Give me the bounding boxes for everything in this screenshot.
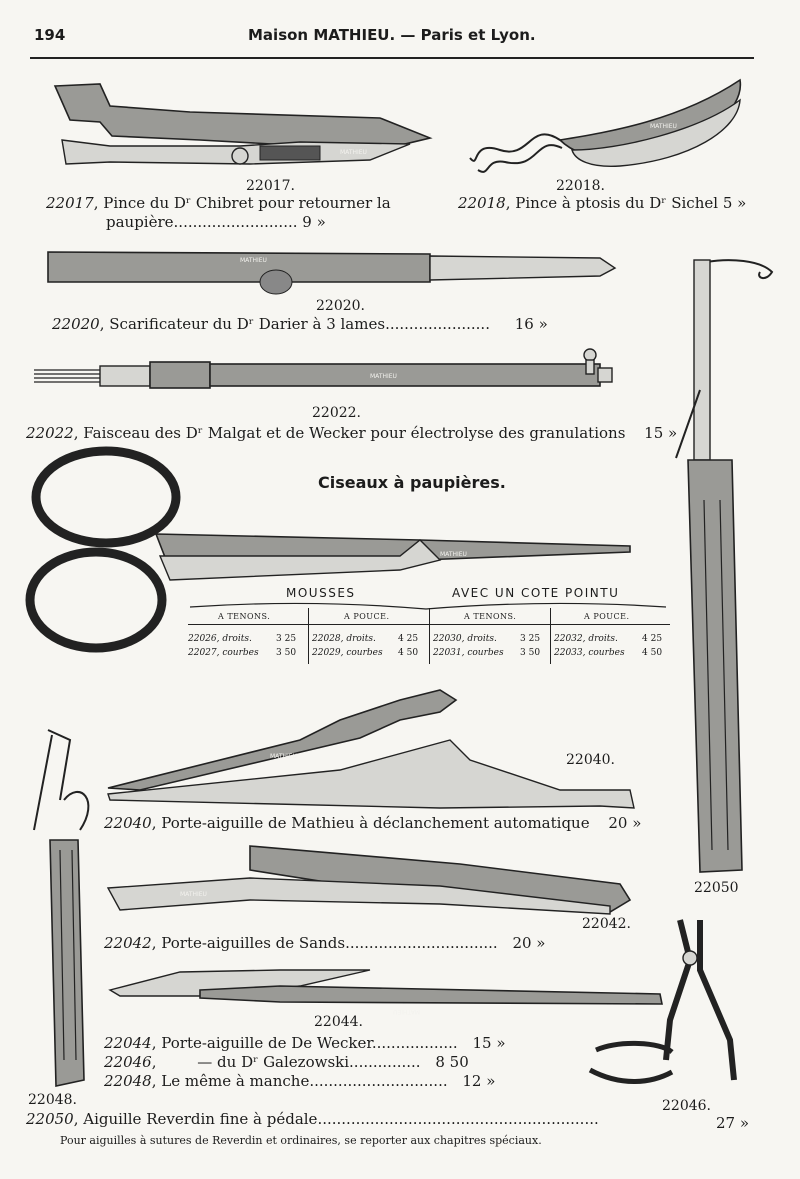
cell-item: 22027, courbes xyxy=(188,648,259,658)
figure-label-22040: 22040. xyxy=(566,752,615,768)
catalog-item-22050: 22050, Aiguille Reverdin fine à pédale........................................................... xyxy=(26,1110,599,1128)
section-title-scissors: Ciseaux à paupières. xyxy=(318,473,506,492)
cell-item: 22029, courbes xyxy=(312,648,383,658)
item-code: 22017 xyxy=(46,194,94,212)
figure-label-22046: 22046. xyxy=(662,1098,711,1114)
figure-label-22042: 22042. xyxy=(582,916,631,932)
illustration-22048 xyxy=(34,730,88,1086)
cell-price: 3 50 xyxy=(520,648,541,658)
group-header-cote-pointu: AVEC UN COTE POINTU xyxy=(452,586,620,600)
catalog-item-22022: 22022, Faisceau des Dʳ Malgat et de Wecker pour électrolyse des granulations 15 » xyxy=(26,424,678,442)
svg-text:MATHIEU: MATHIEU xyxy=(180,891,207,898)
footer-note: Pour aiguilles à sutures de Reverdin et ordinaires, se reporter aux chapitres spéciaux. xyxy=(60,1134,542,1147)
item-price: 12 » xyxy=(462,1072,496,1090)
figure-label-22017: 22017. xyxy=(246,178,295,194)
item-code: 22048 xyxy=(104,1072,152,1090)
group-header-mousses: MOUSSES xyxy=(286,586,356,600)
col-header-4: A POUCE. xyxy=(584,612,630,621)
item-name: Scarificateur du Dʳ Darier à 3 lames xyxy=(109,315,386,333)
col-header-3: A TENONS. xyxy=(464,612,517,621)
cell-price: 3 25 xyxy=(276,634,297,644)
illustration-22040 xyxy=(108,690,634,808)
leader-dots: ................................ xyxy=(345,934,498,952)
svg-text:MATHIEU: MATHIEU xyxy=(440,551,467,558)
item-price: 9 » xyxy=(302,213,326,231)
item-price: 20 » xyxy=(512,934,546,952)
item-price: 8 50 xyxy=(435,1053,469,1071)
catalog-item-22048: 22048, Le même à manche............................. 12 » xyxy=(104,1072,496,1090)
item-code: 22050 xyxy=(26,1110,74,1128)
figure-label-22048: 22048. xyxy=(28,1092,77,1108)
figure-label-22020: 22020. xyxy=(316,298,365,314)
item-price: 16 » xyxy=(514,315,548,333)
cell-item: 22028, droits. xyxy=(312,634,376,644)
page-header-title: Maison MATHIEU. — Paris et Lyon. xyxy=(248,26,536,44)
illustration-22050 xyxy=(676,260,772,872)
item-price: 15 » xyxy=(644,424,678,442)
svg-text:MATHIEU: MATHIEU xyxy=(650,123,677,130)
illustration-22044 xyxy=(110,970,662,1015)
cell-item: 22031, courbes xyxy=(433,648,504,658)
item-code: 22042 xyxy=(104,934,152,952)
svg-text:MATHIEU: MATHIEU xyxy=(340,149,367,156)
svg-text:MATHIEU: MATHIEU xyxy=(370,373,397,380)
item-code: 22046 xyxy=(104,1053,152,1071)
illustration-22042 xyxy=(108,846,630,914)
figure-label-22050: 22050 xyxy=(694,880,739,896)
cell-price: 4 25 xyxy=(642,634,663,644)
cell-price: 4 50 xyxy=(398,648,419,658)
cell-price: 3 25 xyxy=(520,634,541,644)
catalog-item-22046: 22046, — du Dʳ Galezowski............... 8 50 xyxy=(104,1053,469,1071)
cell-price: 4 50 xyxy=(642,648,663,658)
illustration-22020 xyxy=(48,252,615,294)
svg-text:MATHIEU: MATHIEU xyxy=(240,257,267,264)
item-price-22050: 27 » xyxy=(716,1114,750,1132)
illustration-22018 xyxy=(470,80,740,172)
catalog-item-22017-line2 xyxy=(106,213,326,231)
col-divider xyxy=(429,608,430,664)
cell-price: 4 25 xyxy=(398,634,419,644)
catalog-item-22018: 22018, Pince à ptosis du Dʳ Sichel 5 » xyxy=(458,194,747,212)
item-code: 22018 xyxy=(458,194,506,212)
cell-item: 22026, droits. xyxy=(188,634,252,644)
cell-price: 3 50 xyxy=(276,648,297,658)
leader-dots: .......................... xyxy=(173,213,298,231)
page-number: 194 xyxy=(34,26,66,44)
item-name: Pince à ptosis du Dʳ Sichel xyxy=(515,194,719,212)
item-price: 5 » xyxy=(722,194,747,212)
figure-label-22018: 22018. xyxy=(556,178,605,194)
leader-dots: ............... xyxy=(349,1053,421,1071)
col-divider xyxy=(550,608,551,664)
svg-text:MATHIEU: MATHIEU xyxy=(393,1008,420,1015)
item-name-cont: paupière xyxy=(106,213,174,231)
catalog-item-22044: 22044, Porte-aiguille de De Wecker.................. 15 » xyxy=(104,1034,506,1052)
figure-label-22044: 22044. xyxy=(314,1014,363,1030)
item-code: 22022 xyxy=(26,424,74,442)
svg-text:MATHIEU: MATHIEU xyxy=(270,753,297,760)
leader-dots: ...................... xyxy=(385,315,490,333)
catalog-item-22017: 22017, Pince du Dʳ Chibret pour retourner la xyxy=(46,194,391,212)
item-name: Faisceau des Dʳ Malgat et de Wecker pour électrolyse des granulations xyxy=(83,424,626,442)
catalog-item-22040: 22040, Porte-aiguille de Mathieu à déclanchement automatique 20 » xyxy=(104,814,642,832)
illustration-22017 xyxy=(55,84,430,164)
item-name: Porte-aiguille de Mathieu à déclanchement automatique xyxy=(161,814,590,832)
leader-dots: ............................. xyxy=(309,1072,448,1090)
item-code: 22040 xyxy=(104,814,152,832)
item-name: — du Dʳ Galezowski xyxy=(197,1053,350,1071)
item-name: Pince du Dʳ Chibret pour retourner la xyxy=(103,194,391,212)
cell-item: 22030, droits. xyxy=(433,634,497,644)
item-name: Le même à manche xyxy=(161,1072,310,1090)
item-price: 20 » xyxy=(608,814,642,832)
col-header-1: A TENONS. xyxy=(218,612,271,621)
figure-label-22022: 22022. xyxy=(312,405,361,421)
item-code: 22020 xyxy=(52,315,100,333)
col-divider xyxy=(308,608,309,664)
illustration-22022 xyxy=(34,349,612,388)
cell-item: 22032, droits. xyxy=(554,634,618,644)
item-name: Aiguille Reverdin fine à pédale xyxy=(83,1110,318,1128)
scissors-price-table xyxy=(188,586,670,666)
col-header-2: A POUCE. xyxy=(344,612,390,621)
item-price: 15 » xyxy=(472,1034,506,1052)
leader-dots: .................. xyxy=(371,1034,458,1052)
item-name: Porte-aiguilles de Sands xyxy=(161,934,346,952)
cell-item: 22033, courbes xyxy=(554,648,625,658)
catalog-item-22042: 22042, Porte-aiguilles de Sands................................ 20 » xyxy=(104,934,546,952)
item-code: 22044 xyxy=(104,1034,152,1052)
leader-dots: ........................................................... xyxy=(317,1110,599,1128)
item-name: Porte-aiguille de De Wecker xyxy=(161,1034,372,1052)
catalog-item-22020: 22020, Scarificateur du Dʳ Darier à 3 lames...................... 16 » xyxy=(52,315,548,333)
